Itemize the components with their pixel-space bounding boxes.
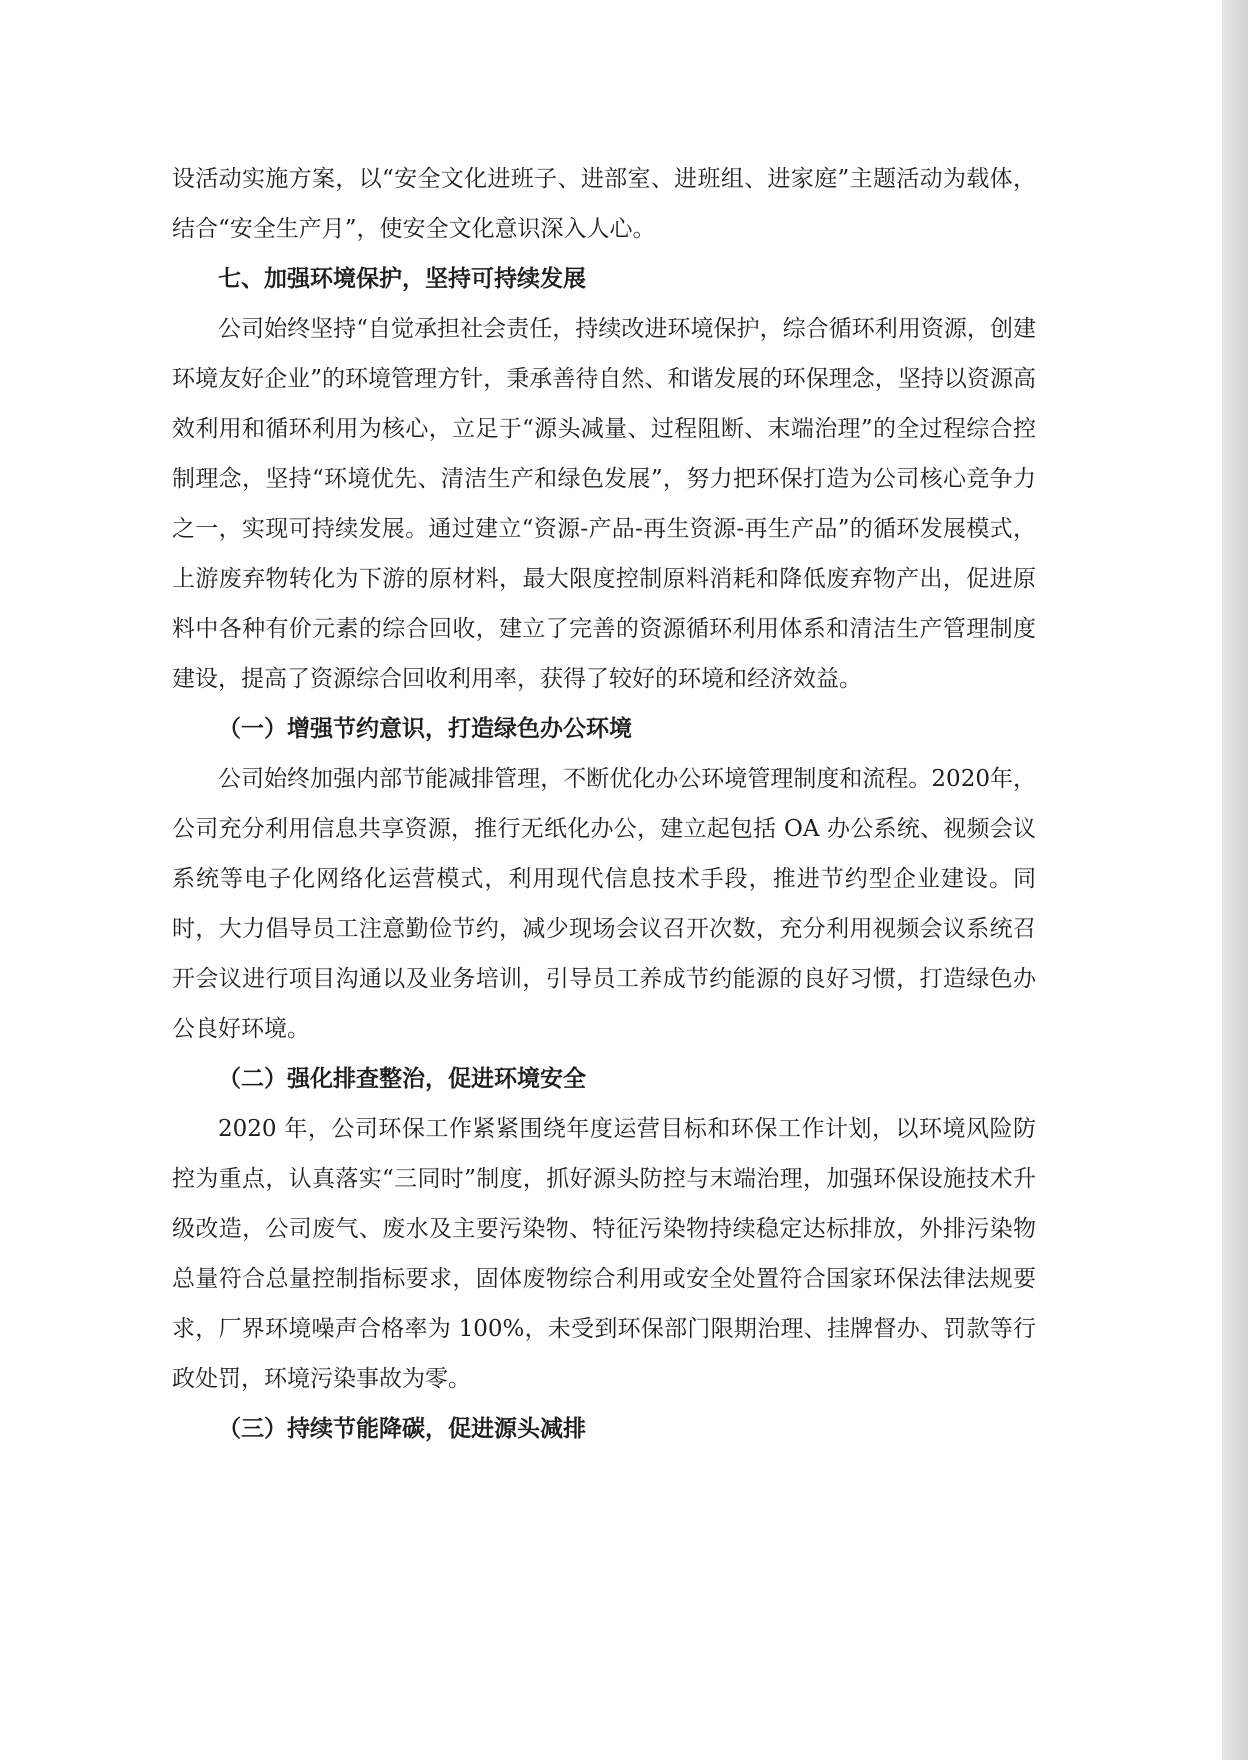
paragraph-environment-policy: 公司始终坚持“自觉承担社会责任，持续改进环境保护，综合循环利用资源，创建环境友好企业”的环境管理方针，秉承善待自然、和谐发展的环保理念，坚持以资源高效利用和循环利用为核心，立足于“源头减量、过程阻断、末端治理”的全过程综合控制理念，坚持“环境优先、清洁生产和绿色发展”，努力把环保打造为公司核心竞争力之一，实现可持续发展。通过建立“资源-产品-再生资源-再生产品”的循环发展模式，上游废弃物转化为下游的原材料，最大限度控制原料消耗和降低废弃物产出，促进原料中各种有价元素的综合回收，建立了完善的资源循环利用体系和清洁生产管理制度建设，提高了资源综合回收利用率，获得了较好的环境和经济效益。: [172, 316, 1036, 692]
paragraph-safety-culture: 设活动实施方案，以“安全文化进班子、进部室、进班组、进家庭”主题活动为载体，结合“安全生产月”，使安全文化意识深入人心。: [172, 166, 1036, 242]
document-body: [172, 154, 1036, 1454]
paragraph-environmental-safety: 2020 年，公司环保工作紧紧围绕年度运营目标和环保工作计划，以环境风险防控为重点，认真落实“三同时”制度，抓好源头防控与末端治理，加强环保设施技术升级改造，公司废气、废水及主要污染物、特征污染物持续稳定达标排放，外排污染物总量符合总量控制指标要求，固体废物综合利用或安全处置符合国家环保法律法规要求，厂界环境噪声合格率为 100%，未受到环保部门限期治理、挂牌督办、罚款等行政处罚，环境污染事故为零。: [172, 1116, 1036, 1392]
scan-page-edge: [1222, 0, 1248, 1760]
section-heading-environment: 七、加强环境保护，坚持可持续发展: [218, 266, 586, 292]
paragraph-green-office: 公司始终加强内部节能减排管理，不断优化办公环境管理制度和流程。2020年，公司充分利用信息共享资源，推行无纸化办公，建立起包括 OA 办公系统、视频会议系统等电子化网络化运营模式，利用现代信息技术手段，推进节约型企业建设。同时，大力倡导员工注意勤俭节约，减少现场会议召开次数，充分利用视频会议系统召开会议进行项目沟通以及业务培训，引导员工养成节约能源的良好习惯，打造绿色办公良好环境。: [172, 766, 1036, 1042]
subsection-heading-environmental-safety: （二）强化排查整治，促进环境安全: [218, 1066, 586, 1092]
subsection-heading-energy-saving: （三）持续节能降碳，促进源头减排: [218, 1416, 586, 1442]
subsection-heading-green-office: （一）增强节约意识，打造绿色办公环境: [218, 716, 632, 742]
